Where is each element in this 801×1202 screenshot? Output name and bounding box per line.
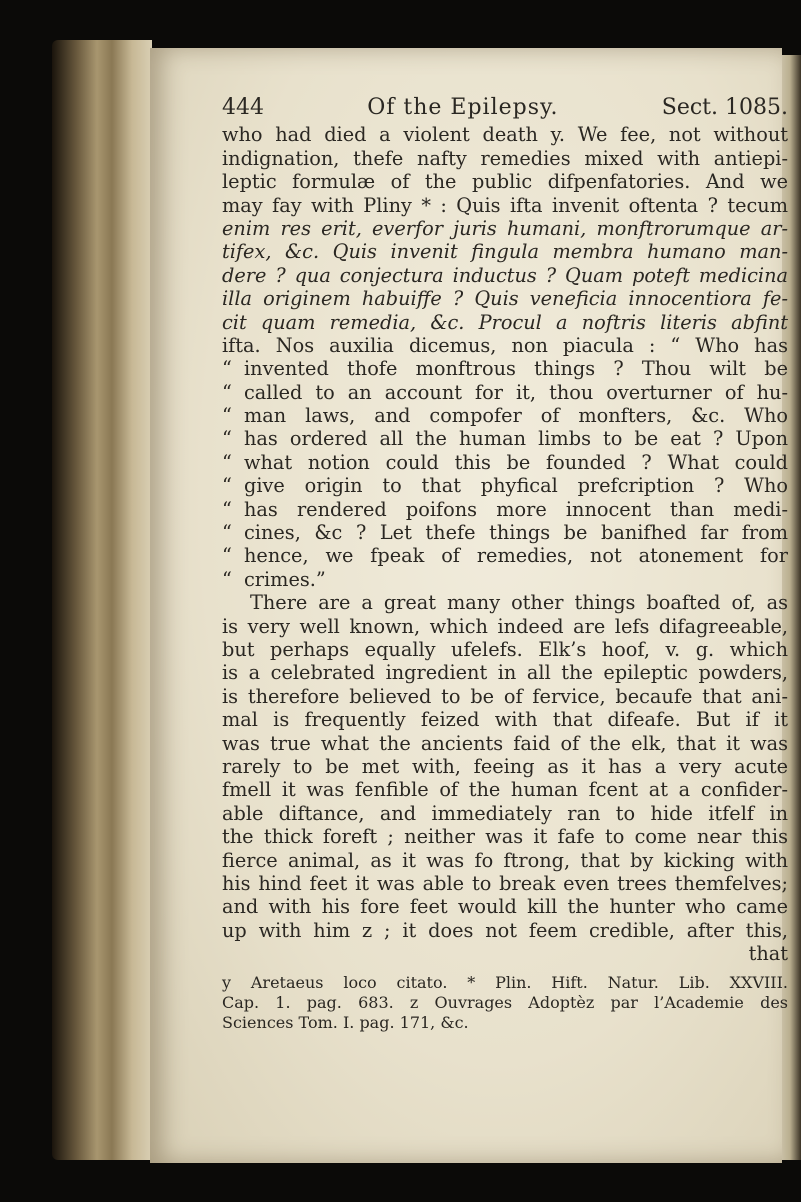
footnote-line-text: y Aretaeus loco citato. * Plin. Hift. Natur. Lib. XXVIII. <box>222 973 788 993</box>
body-line <box>222 334 788 357</box>
quote-mark: “ <box>222 357 232 381</box>
body-line <box>222 404 788 427</box>
body-line-text: hence, we fpeak of remedies, not atonement for <box>244 544 788 568</box>
body-line <box>222 615 788 638</box>
body-line <box>222 708 788 731</box>
footnote-line <box>222 973 788 993</box>
body-line <box>222 849 788 872</box>
body-line-text: but perhaps equally ufelefs. Elk’s hoof, v. g. which <box>222 638 788 661</box>
body-line <box>222 778 788 801</box>
quote-mark: “ <box>222 497 232 521</box>
body-line-text: cines, &c ? Let thefe things be banifhed far from <box>244 521 788 545</box>
body-line-text: tifex, &c. Quis invenit fingula membra humano man- <box>222 240 788 264</box>
book-spine <box>52 40 152 1160</box>
body-line-text: leptic formulæ of the public difpenfatories. And we <box>222 170 788 194</box>
body-line <box>222 498 788 521</box>
body-line <box>222 240 788 263</box>
body-line <box>222 123 788 146</box>
body-line <box>222 802 788 825</box>
page-text <box>222 96 788 1033</box>
body-line-text: his hind feet it was able to break even trees themfelves; <box>222 871 788 895</box>
body-line-text: indignation, thefe nafty remedies mixed with antiepi- <box>222 146 788 170</box>
quote-mark: “ <box>222 521 232 545</box>
body-line-text: cit quam remedia, &c. Procul a noftris literis abfint <box>222 310 788 334</box>
body-line <box>222 544 788 567</box>
body-line <box>222 474 788 497</box>
body-line-text: what notion could this be founded ? What could <box>244 450 788 474</box>
body-line <box>222 147 788 170</box>
running-header <box>222 96 788 119</box>
body-line-text: may fay with Pliny * : Quis ifta invenit oftenta ? tecum <box>222 193 788 217</box>
section-number: Sect. 1085. <box>661 95 788 120</box>
body-line <box>222 521 788 544</box>
running-title: Of the Epilepsy. <box>367 95 559 120</box>
body-line <box>222 381 788 404</box>
body-line-text: has ordered all the human limbs to be eat ? Upon <box>244 427 788 451</box>
body-line <box>222 427 788 450</box>
footnotes <box>222 973 788 1033</box>
body-line-text: crimes.” <box>244 567 326 591</box>
quote-mark: “ <box>222 404 232 428</box>
body-line-text: is therefore believed to be of fervice, becaufe that ani- <box>222 684 788 708</box>
quote-mark: “ <box>222 427 232 451</box>
body-line <box>222 264 788 287</box>
body-line-text: give origin to that phyfical prefcription ? Who <box>244 474 788 498</box>
quote-mark: “ <box>222 544 232 568</box>
page-number: 444 <box>222 95 264 120</box>
body-line-text: is a celebrated ingredient in all the epileptic powders, <box>222 661 788 685</box>
body-line-text: There are a great many other things boafted of, as <box>250 591 788 615</box>
body-line <box>222 825 788 848</box>
footnote-line-text: Sciences Tom. I. pag. 171, &c. <box>222 1013 469 1033</box>
quote-mark: “ <box>222 450 232 474</box>
body-line-text: that <box>748 942 788 966</box>
body-line-text: was true what the ancients faid of the elk, that it was <box>222 731 788 755</box>
body-line <box>222 872 788 895</box>
body-line <box>222 895 788 918</box>
body-line-text: fierce animal, as it was fo ftrong, that by kicking with <box>222 848 788 872</box>
body-line-text: rarely to be met with, feeing as it has a very acute <box>222 754 788 778</box>
body-line <box>222 732 788 755</box>
body-line-text: man laws, and compofer of monfters, &c. Who <box>244 404 788 428</box>
body-line-text: and with his fore feet would kill the hunter who came <box>222 895 788 919</box>
footnote-line <box>222 1013 788 1033</box>
quote-mark: “ <box>222 567 232 591</box>
body-line-text: dere ? qua conjectura inductus ? Quam poteft medicina <box>222 263 788 287</box>
body-line-text: able diftance, and immediately ran to hide itfelf in <box>222 801 788 825</box>
body-line <box>222 942 788 965</box>
body-text <box>222 123 788 965</box>
body-line-text: has rendered poifons more innocent than medi- <box>244 497 788 521</box>
body-line-text: ifta. Nos auxilia dicemus, non piacula : “ Who has <box>222 333 788 357</box>
body-line-text: fmell it was fenfible of the human fcent at a confider- <box>222 778 788 802</box>
body-line <box>222 194 788 217</box>
body-line-text: mal is frequently feized with that difeafe. But if it <box>222 708 788 732</box>
body-line-text: up with him z ; it does not feem credible, after this, <box>222 918 788 942</box>
body-line-text: enim res erit, everfor juris humani, monftrorumque ar- <box>222 216 788 240</box>
body-line <box>222 755 788 778</box>
body-line <box>222 451 788 474</box>
body-line <box>222 568 788 591</box>
quote-mark: “ <box>222 380 232 404</box>
body-line-text: the thick foreft ; neither was it fafe to come near this <box>222 825 788 849</box>
quote-mark: “ <box>222 474 232 498</box>
body-line <box>222 287 788 310</box>
body-line <box>222 591 788 614</box>
body-line <box>222 170 788 193</box>
body-line <box>222 685 788 708</box>
body-line <box>222 661 788 684</box>
body-line-text: invented thofe monftrous things ? Thou wilt be <box>244 357 788 381</box>
body-line <box>222 217 788 240</box>
body-line-text: illa originem habuiffe ? Quis veneficia innocentiora fe- <box>222 287 788 311</box>
body-line-text: called to an account for it, thou overturner of hu- <box>244 380 788 404</box>
body-line <box>222 357 788 380</box>
body-line <box>222 311 788 334</box>
body-line <box>222 638 788 661</box>
body-line <box>222 919 788 942</box>
body-line-text: who had died a violent death y. We fee, not without <box>222 123 788 147</box>
body-line-text: is very well known, which indeed are lefs difagreeable, <box>222 614 788 638</box>
footnote-line-text: Cap. 1. pag. 683. z Ouvrages Adoptèz par l’Academie des <box>222 993 788 1013</box>
footnote-line <box>222 993 788 1013</box>
